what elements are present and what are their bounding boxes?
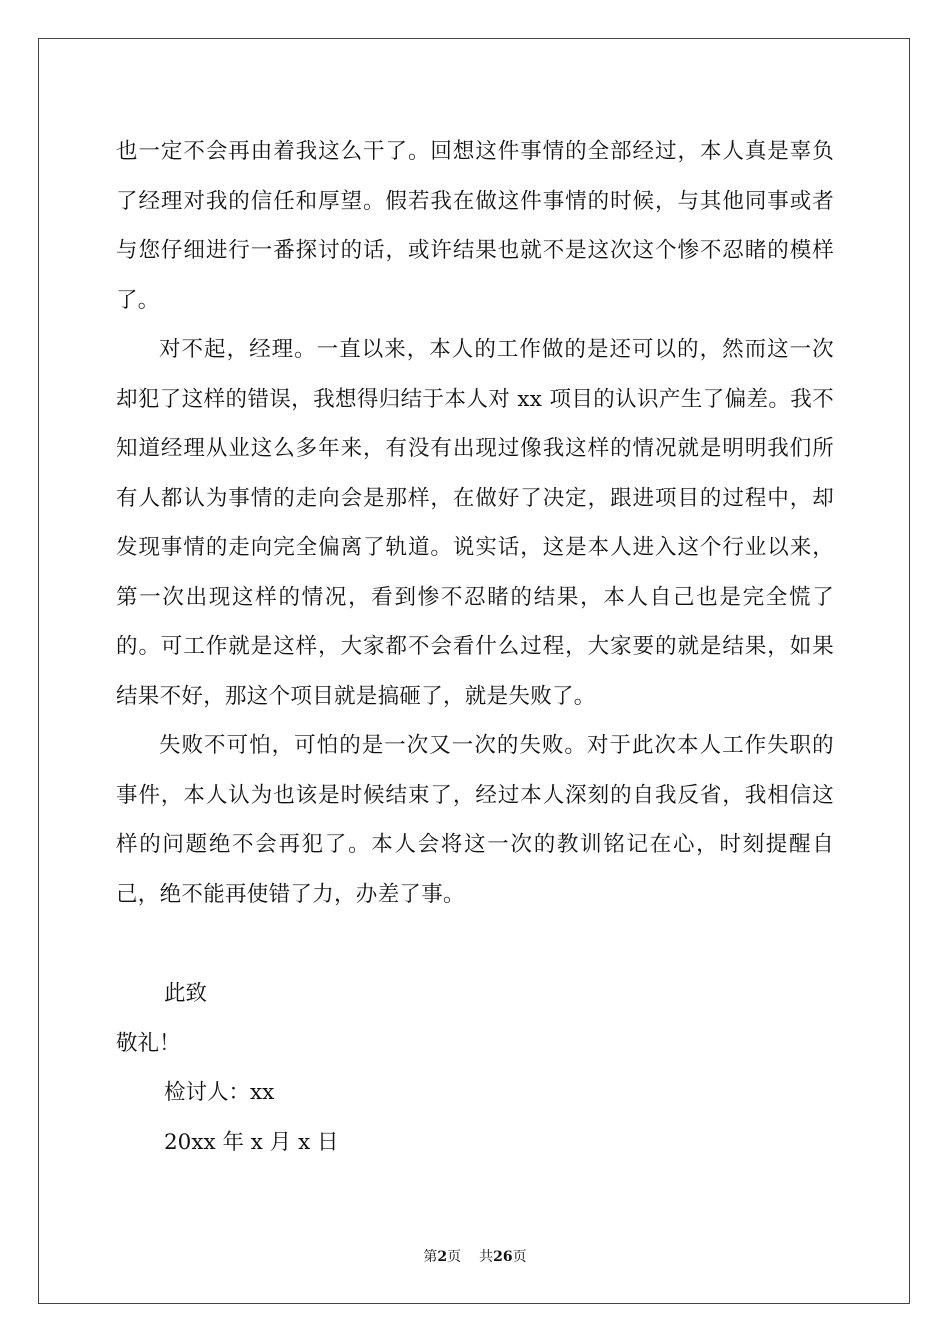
document-body	[116, 127, 834, 919]
paragraph-apology: 对不起，经理。一直以来，本人的工作做的是还可以的，然而这一次却犯了这样的错误，我想得归结于本人对 xx 项目的认识产生了偏差。我不知道经理从业这么多年来，有没有出现过像我这样的情况就是明明我们所有人都认为事情的走向会是那样，在做好了决定，跟进项目的过程中，却发现事情的走向完全偏离了轨道。说实话，这是本人进入这个行业以来，第一次出现这样的情况，看到惨不忍睹的结果，本人自己也是完全慌了的。可工作就是这样，大家都不会看什么过程，大家要的就是结果，如果结果不好，那这个项目就是搞砸了，就是失败了。	[116, 337, 834, 709]
total-prefix: 共	[479, 1249, 494, 1265]
paragraph-continued: 也一定不会再由着我这么干了。回想这件事情的全部经过，本人真是辜负了经理对我的信任和厚望。假若我在做这件事情的时候，与其他同事或者与您仔细进行一番探讨的话，或许结果也就不是这次这个惨不忍睹的模样了。	[116, 139, 834, 313]
paragraph-resolution: 失败不可怕，可怕的是一次又一次的失败。对于此次本人工作失职的事件，本人认为也该是时候结束了，经过本人深刻的自我反省，我相信这样的问题绝不会再犯了。本人会将这一次的教训铭记在心，时刻提醒自己，绝不能再使错了力，办差了事。	[116, 733, 834, 907]
total-pages: 26	[493, 1249, 513, 1265]
page-footer	[0, 1246, 950, 1266]
page-number: 2	[437, 1249, 448, 1265]
date-line: 20xx 年 x 月 x 日	[164, 1129, 339, 1155]
signer-line: 检讨人：xx	[164, 1080, 275, 1105]
letter-closing	[116, 969, 834, 1167]
closing-salutation: 此致	[164, 981, 208, 1006]
page-prefix: 第	[423, 1249, 438, 1265]
page-suffix: 页	[447, 1249, 462, 1265]
total-suffix: 页	[512, 1249, 527, 1265]
closing-respect: 敬礼！	[116, 1030, 181, 1056]
